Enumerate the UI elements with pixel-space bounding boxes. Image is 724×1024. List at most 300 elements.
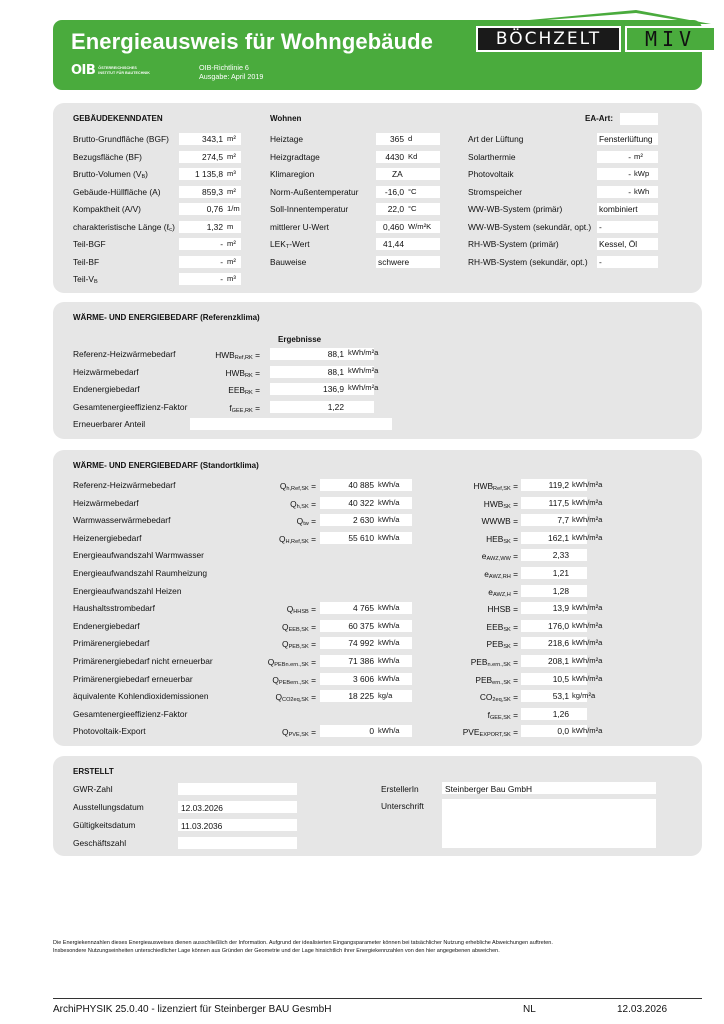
gebaeude-col1-unit: 1/m [227,204,240,213]
standort-s-symbol [428,534,518,545]
gebaeude-col1-label [73,152,142,162]
standort-s-unit: kWh/m²a [572,620,603,630]
gebaeude-col3-label: Solarthermie [468,151,516,162]
gebaeude-col1-unit: m² [227,151,236,161]
label-main: Gebäude-Hüllfläche (A) [73,186,161,197]
standort-s-symbol [428,710,518,721]
label-main: Q [290,498,297,509]
erstellt-label: Geschäftszahl [73,838,127,848]
label-main: Heizgradtage [270,151,320,162]
standort-s-symbol [428,604,518,614]
label-sub: AWZ,RH [488,574,511,580]
gebaeude-col1-unit: m² [227,239,236,248]
standort-s-value: 7,7 [557,515,569,526]
gebaeude-col2-label [270,222,329,232]
referenz-unit: kWh/m²a [348,365,379,375]
label-main: PEB [486,639,504,650]
richtlinie: OIB-Richtlinie 6 [199,63,249,72]
label-main: HWB [215,350,235,360]
standort-s-symbol [428,657,518,668]
label-main: PEB [475,674,493,685]
label-end: = [510,727,518,738]
standort-q-value: 71 386 [348,656,374,666]
oib-logo-line1: ÖSTERREICHISCHES [98,66,137,71]
gebaeude-col3-label: RH-WB-System (sekundär, opt.) [468,256,588,267]
referenz-value: 1,22 [327,401,344,412]
gebaeude-col2-value: 41,44 [383,239,404,249]
referenz-value: 88,1 [327,349,344,359]
label-sub: c [169,226,173,233]
gebaeude-col1-value: 859,3 [202,186,223,197]
label-main: Kompaktheit (A/V) [73,204,141,214]
label-main: HWB [473,481,494,491]
footer-code: NL [523,1004,536,1015]
gebaeude-col1-value: - [220,239,223,249]
label-sub: PVE,SK [288,732,309,739]
label-main: HWB [225,367,245,378]
label-sub: SK [503,644,511,651]
label-end: = [308,516,316,527]
label-end: = [308,674,316,685]
gebaeude-col1-unit: m³ [227,274,236,283]
gebaeude-col1-label [73,134,169,144]
gebaeude-col1-unit: m² [227,256,236,266]
gebaeude-col1-label [73,239,106,249]
standort-s-symbol [428,551,518,562]
standort-s-symbol [428,569,518,580]
label-main: e [484,569,489,579]
label-sub: AWZ,H [492,591,511,598]
standort-q-value: 4 765 [353,603,374,614]
page-title: Energieausweis für Wohngebäude [71,29,433,54]
label-end: = [252,385,260,396]
ersteller-value: Steinberger Bau GmbH [445,784,533,794]
gebaeude-col1-value: 1,32 [206,221,223,232]
label-end: = [308,692,316,703]
label-end: = [252,367,260,378]
standort-s-symbol [428,587,518,598]
standort-s-value: 117,5 [548,497,569,508]
gebaeude-col2-value: schwere [378,256,410,267]
standort-label: Primärenergiebedarf [73,638,150,649]
referenz-value: 88,1 [327,366,344,377]
label-sub: tw [303,521,309,528]
standort-s-symbol [428,516,518,526]
label-main: Bauweise [270,256,307,267]
label-sub: RK [245,372,253,379]
standort-label: Photovoltaik-Export [73,726,146,737]
gebaeude-col1-unit: m [227,221,234,231]
gebaeude-col3-value: Fensterlüftung [599,134,653,144]
standort-q-value: 0 [369,726,374,737]
label-end: = [510,516,518,527]
gebaeude-col1-label [73,222,175,233]
unterschrift-field [442,799,656,848]
standort-q-unit: kWh/a [378,656,400,665]
gebaeude-col3-unit: kWp [634,169,650,178]
standort-label: Energieaufwandszahl Raumheizung [73,568,208,578]
gebaeude-col3-label: RH-WB-System (primär) [468,239,559,249]
standort-q-value: 40 322 [348,497,374,508]
standort-s-value: 1,28 [552,585,569,596]
standort-label: Heizwärmebedarf [73,497,139,508]
standort-q-symbol [236,675,316,686]
standort-q-symbol [236,692,316,703]
standort-title: WÄRME- UND ENERGIEBEDARF (Standortklima) [73,461,259,470]
referenz-title: WÄRME- UND ENERGIEBEDARF (Referenzklima) [73,313,260,322]
label-main: Q [275,692,283,703]
standort-s-unit: kWh/m²a [572,726,603,736]
standort-s-unit: kWh/m²a [572,515,603,525]
gebaeude-col3-label: WW-WB-System (primär) [468,204,563,214]
footer-date: 12.03.2026 [617,1004,668,1015]
gebaeude-col2-unit: d [408,134,413,143]
standort-label: Haushaltsstrombedarf [73,603,155,614]
label-sub: H,Ref,SK [285,538,309,545]
footer-software: ArchiPHYSIK 25.0.40 - lizenziert für Steinberger BAU GesmbH [53,1004,332,1015]
standort-q-unit: kWh/a [378,515,400,525]
label-end: ) [145,169,148,179]
standort-q-symbol [236,639,316,650]
referenz-value: 136,9 [323,384,344,395]
standort-q-symbol [236,499,316,510]
label-sub: PEB,SK [288,644,309,651]
label-end: = [510,481,518,491]
standort-s-unit: kWh/m²a [572,673,603,683]
label-sub: 2eq,SK [492,697,511,704]
oib-logo-mark: OIB [71,63,96,78]
label-end: -Wert [289,239,310,249]
gebaeude-col1-label [73,274,98,285]
erstellt-field [178,783,297,795]
gebaeude-col1-value: - [220,274,223,284]
standort-q-symbol [236,727,316,738]
standort-s-value: 13,9 [552,603,569,614]
gebaeude-col3-value: - [628,186,631,197]
referenz-label: Erneuerbarer Anteil [73,419,146,430]
label-main: Bezugsfläche (BF) [73,151,142,162]
gebaeude-col1-value: - [220,256,223,267]
label-main: f [229,402,232,413]
standort-label: Energieaufwandszahl Warmwasser [73,550,204,561]
label-end: = [510,551,518,562]
gebaeude-col2-label [270,204,348,214]
label-sub: AWZ,WW [486,556,511,563]
erstellt-value: 12.03.2026 [181,803,223,813]
standort-s-value: 208,1 [548,656,569,666]
label-sub: GEE,RK [231,407,253,414]
standort-label: äquivalente Kohlendioxidemissionen [73,691,209,702]
gebaeude-col1-label [73,204,141,214]
label-main: e [488,586,493,597]
label-main: EEB [486,621,504,632]
label-main: Teil-BF [73,256,100,267]
gebaeude-col3-unit: m² [634,151,643,161]
gebaeude-col2-field [376,168,440,180]
standort-q-unit: kWh/a [378,620,400,630]
usage-title: Wohnen [270,114,302,123]
standort-label: Primärenergiebedarf nicht erneuerbar [73,656,213,666]
label-main: Q [278,533,286,544]
brand-right: MIV [625,26,716,52]
standort-q-unit: kWh/a [378,638,400,648]
gebaeude-col1-value: 274,5 [202,151,223,162]
label-main: e [481,551,487,562]
oib-logo-line2: INSTITUT FÜR BAUTECHNIK [98,70,150,75]
referenz-symbol [180,368,260,379]
label-sub: GEE,SK [489,714,511,721]
gebaeude-col2-label [270,152,320,162]
label-end: ) [172,221,175,232]
standort-q-value: 55 610 [348,532,374,543]
standort-s-value: 162,1 [548,532,569,543]
gebaeude-col2-label [270,239,310,250]
gebaeude-col2-unit: °C [408,204,417,213]
referenz-unit: kWh/m²a [348,383,379,393]
label-end: = [308,639,316,650]
brand-logo [476,22,716,56]
disclaimer-line2: Insbesondere Nutzungseinheiten unterschiedlicher Lage können aus Gründen der Geometrie und der Lage hinsichtlich ihrer Energiekennzahlen von den hier angegebenen abweichen. [53,947,500,954]
referenz-symbol [180,350,260,361]
label-main: Norm-Außentemperatur [270,186,359,197]
gebaeude-col3-label: Photovoltaik [468,169,514,179]
standort-s-symbol [428,727,518,738]
label-sub: SK [503,538,511,545]
erstellt-label: Ausstellungsdatum [73,802,144,812]
label-end: = [510,533,518,544]
standort-s-unit: kWh/m²a [572,656,603,665]
standort-q-value: 60 375 [348,620,374,631]
label-main: f [487,709,490,720]
standort-s-unit: kWh/m²a [572,497,603,507]
standort-s-unit: kWh/m²a [572,638,603,648]
label-main: Brutto-Grundfläche (BGF) [73,134,169,144]
gebaeude-col3-value: - [599,256,602,267]
label-sub: n.ern.,SK [487,662,511,668]
referenz-label: Gesamtenergieeffizienz-Faktor [73,401,188,412]
standort-s-value: 2,33 [552,550,569,561]
gebaeude-col2-value: ZA [392,169,403,179]
label-sub: Ref,SK [493,486,511,492]
label-end: = [308,604,316,615]
label-end: = [308,727,316,738]
label-end: = [252,402,260,413]
gebaeude-col1-unit: m² [227,186,236,196]
label-main: HHSB [487,604,511,615]
gebaeude-col3-unit: kWh [634,186,650,196]
standort-s-symbol [428,481,518,492]
gebaeude-col3-value: kombiniert [599,204,638,214]
label-sub: h,SK [296,503,309,510]
gebaeude-col1-label [73,257,99,267]
label-end: = [252,350,260,360]
label-end: = [510,586,518,597]
label-sub: EXPORT,SK [479,732,511,739]
label-sub: PEBn.ern.,SK [274,662,309,668]
standort-s-value: 0,0 [557,726,569,737]
standort-label: Heizenergiebedarf [73,532,142,543]
standort-s-unit: kWh/m²a [572,480,603,489]
gebaeude-col3-label: Stromspeicher [468,186,522,197]
label-main: Q [272,674,279,685]
gebaeude-col2-unit: Kd [408,151,418,161]
disclaimer-line1: Die Energiekennzahlen dieses Energieausweises dienen ausschließlich der Information. Aufgrund der idealisierten Eingangsparameter können bei tatsächlicher Nutzung erhebliche Abweichungen auftreten. [53,940,553,946]
label-main: Q [282,727,289,738]
label-sub: HHSB [293,609,309,616]
label-sub: RK [245,390,253,397]
label-end: = [308,621,316,632]
label-main: Brutto-Volumen (V [73,169,142,179]
gebaeude-col3-value: - [599,221,602,232]
standort-s-unit: kg/m²a [572,691,596,701]
label-main: PVE [462,727,480,738]
label-main: PEB [470,657,488,667]
label-main: Q [282,639,289,650]
gebaeude-col3-value: - [628,151,631,162]
label-main: Heiztage [270,134,304,144]
referenz-label: Referenz-Heizwärmebedarf [73,349,176,359]
label-main: WWWB [481,516,511,527]
gebaeude-col2-value: 365 [390,134,404,144]
erstellt-label: GWR-Zahl [73,784,113,794]
gebaeude-col1-label [73,187,161,197]
label-sub: SK [503,626,511,633]
label-main: Q [267,657,275,667]
gebaeude-title: GEBÄUDEKENNDATEN [73,114,163,123]
label-end: = [510,569,518,579]
oib-logo [71,63,150,78]
gebaeude-col1-value: 343,1 [202,134,223,144]
label-sub: PEBern.,SK [278,679,309,686]
standort-label: Warmwasserwärmebedarf [73,515,171,526]
referenz-label: Endenergiebedarf [73,384,140,395]
label-main: EEB [228,385,245,396]
label-end: = [510,621,518,632]
gebaeude-col2-value: 0,460 [383,221,404,232]
gebaeude-col3-label: WW-WB-System (sekundär, opt.) [468,221,592,232]
ea-art-field[interactable] [620,113,658,125]
standort-s-symbol [428,622,518,633]
gebaeude-col2-label [270,169,314,179]
standort-q-unit: kg/a [378,691,393,701]
gebaeude-col2-unit: W/m²K [408,221,432,231]
unterschrift-label: Unterschrift [381,801,424,811]
erstellt-title: ERSTELLT [73,767,114,776]
gebaeude-col3-value: Kessel, Öl [599,239,638,249]
standort-s-symbol [428,675,518,686]
ea-art-label: EA-Art: [585,114,613,123]
label-main: mittlerer U-Wert [270,221,329,232]
standort-q-unit: kWh/a [378,726,400,736]
label-sub: EEB,SK [288,626,309,633]
standort-label: Endenergiebedarf [73,620,140,631]
label-main: Q [296,516,304,527]
label-end: = [510,604,518,615]
label-end: = [308,498,316,509]
gebaeude-col2-label [270,134,303,144]
label-main: LEK [270,239,286,249]
label-main: Q [286,604,294,615]
label-main: Klimaregion [270,169,315,179]
label-end: = [510,674,518,685]
label-sub: B [93,279,98,285]
standort-s-symbol [428,692,518,703]
label-sub: h,Ref,SK [286,486,309,492]
standort-s-value: 218,6 [548,638,569,649]
label-end: = [308,481,316,491]
referenz-field [190,418,392,430]
standort-s-unit: kWh/m²a [572,603,603,613]
ersteller-label: ErstellerIn [381,784,419,794]
standort-label: Primärenergiebedarf erneuerbar [73,673,193,684]
erstellt-value: 11.03.2036 [181,821,223,831]
standort-label: Referenz-Heizwärmebedarf [73,480,176,490]
label-main: Teil-V [73,274,94,284]
gebaeude-col1-label [73,169,148,180]
roof-icon [486,10,711,24]
standort-q-unit: kWh/a [378,480,400,489]
standort-s-symbol [428,639,518,650]
gebaeude-col2-value: 4430 [385,151,404,162]
gebaeude-col3-field [597,221,658,233]
standort-s-value: 10,5 [552,673,569,684]
gebaeude-col2-unit: °C [408,186,417,196]
label-end: = [510,639,518,650]
standort-s-value: 1,26 [552,708,569,719]
standort-q-value: 40 885 [348,480,374,490]
standort-s-value: 176,0 [548,620,569,631]
label-main: HWB [483,498,504,509]
standort-q-unit: kWh/a [378,532,400,542]
label-main: charakteristische Länge (ℓ [73,221,170,232]
label-main: CO [479,692,493,703]
standort-s-value: 1,21 [552,568,569,578]
standort-q-value: 18 225 [348,691,374,702]
label-main: Q [282,621,289,632]
standort-q-value: 2 630 [353,515,374,526]
standort-q-symbol [236,657,316,668]
standort-s-symbol [428,499,518,510]
standort-label: Gesamtenergieeffizienz-Faktor [73,708,188,719]
label-end: = [308,533,316,544]
standort-s-unit: kWh/m²a [572,532,603,542]
standort-s-value: 119,2 [548,480,569,490]
standort-q-unit: kWh/a [378,497,400,507]
standort-q-symbol [236,481,316,492]
ausgabe: Ausgabe: April 2019 [199,72,264,81]
referenz-unit: kWh/m²a [348,348,379,357]
gebaeude-col1-unit: m² [227,134,236,143]
gebaeude-col3-value: - [628,169,631,179]
gebaeude-col2-label [270,257,306,267]
label-sub: Ref,RK [234,355,253,361]
label-sub: CO2eq,SK [282,697,309,704]
gebaeude-col1-value: 1 135,8 [195,169,223,179]
label-main: Soll-Innentemperatur [270,204,349,214]
referenz-symbol [180,385,260,396]
label-sub: B [141,174,146,180]
referenz-symbol [180,403,260,414]
oib-logo-text [98,66,150,75]
gebaeude-col1-unit: m³ [227,169,236,178]
standort-q-unit: kWh/a [378,673,400,683]
label-end: = [510,657,518,667]
standort-q-symbol [236,516,316,527]
gebaeude-col2-label [270,187,358,197]
standort-q-symbol [236,622,316,633]
label-sub: SK [503,503,511,510]
label-end: = [510,498,518,509]
